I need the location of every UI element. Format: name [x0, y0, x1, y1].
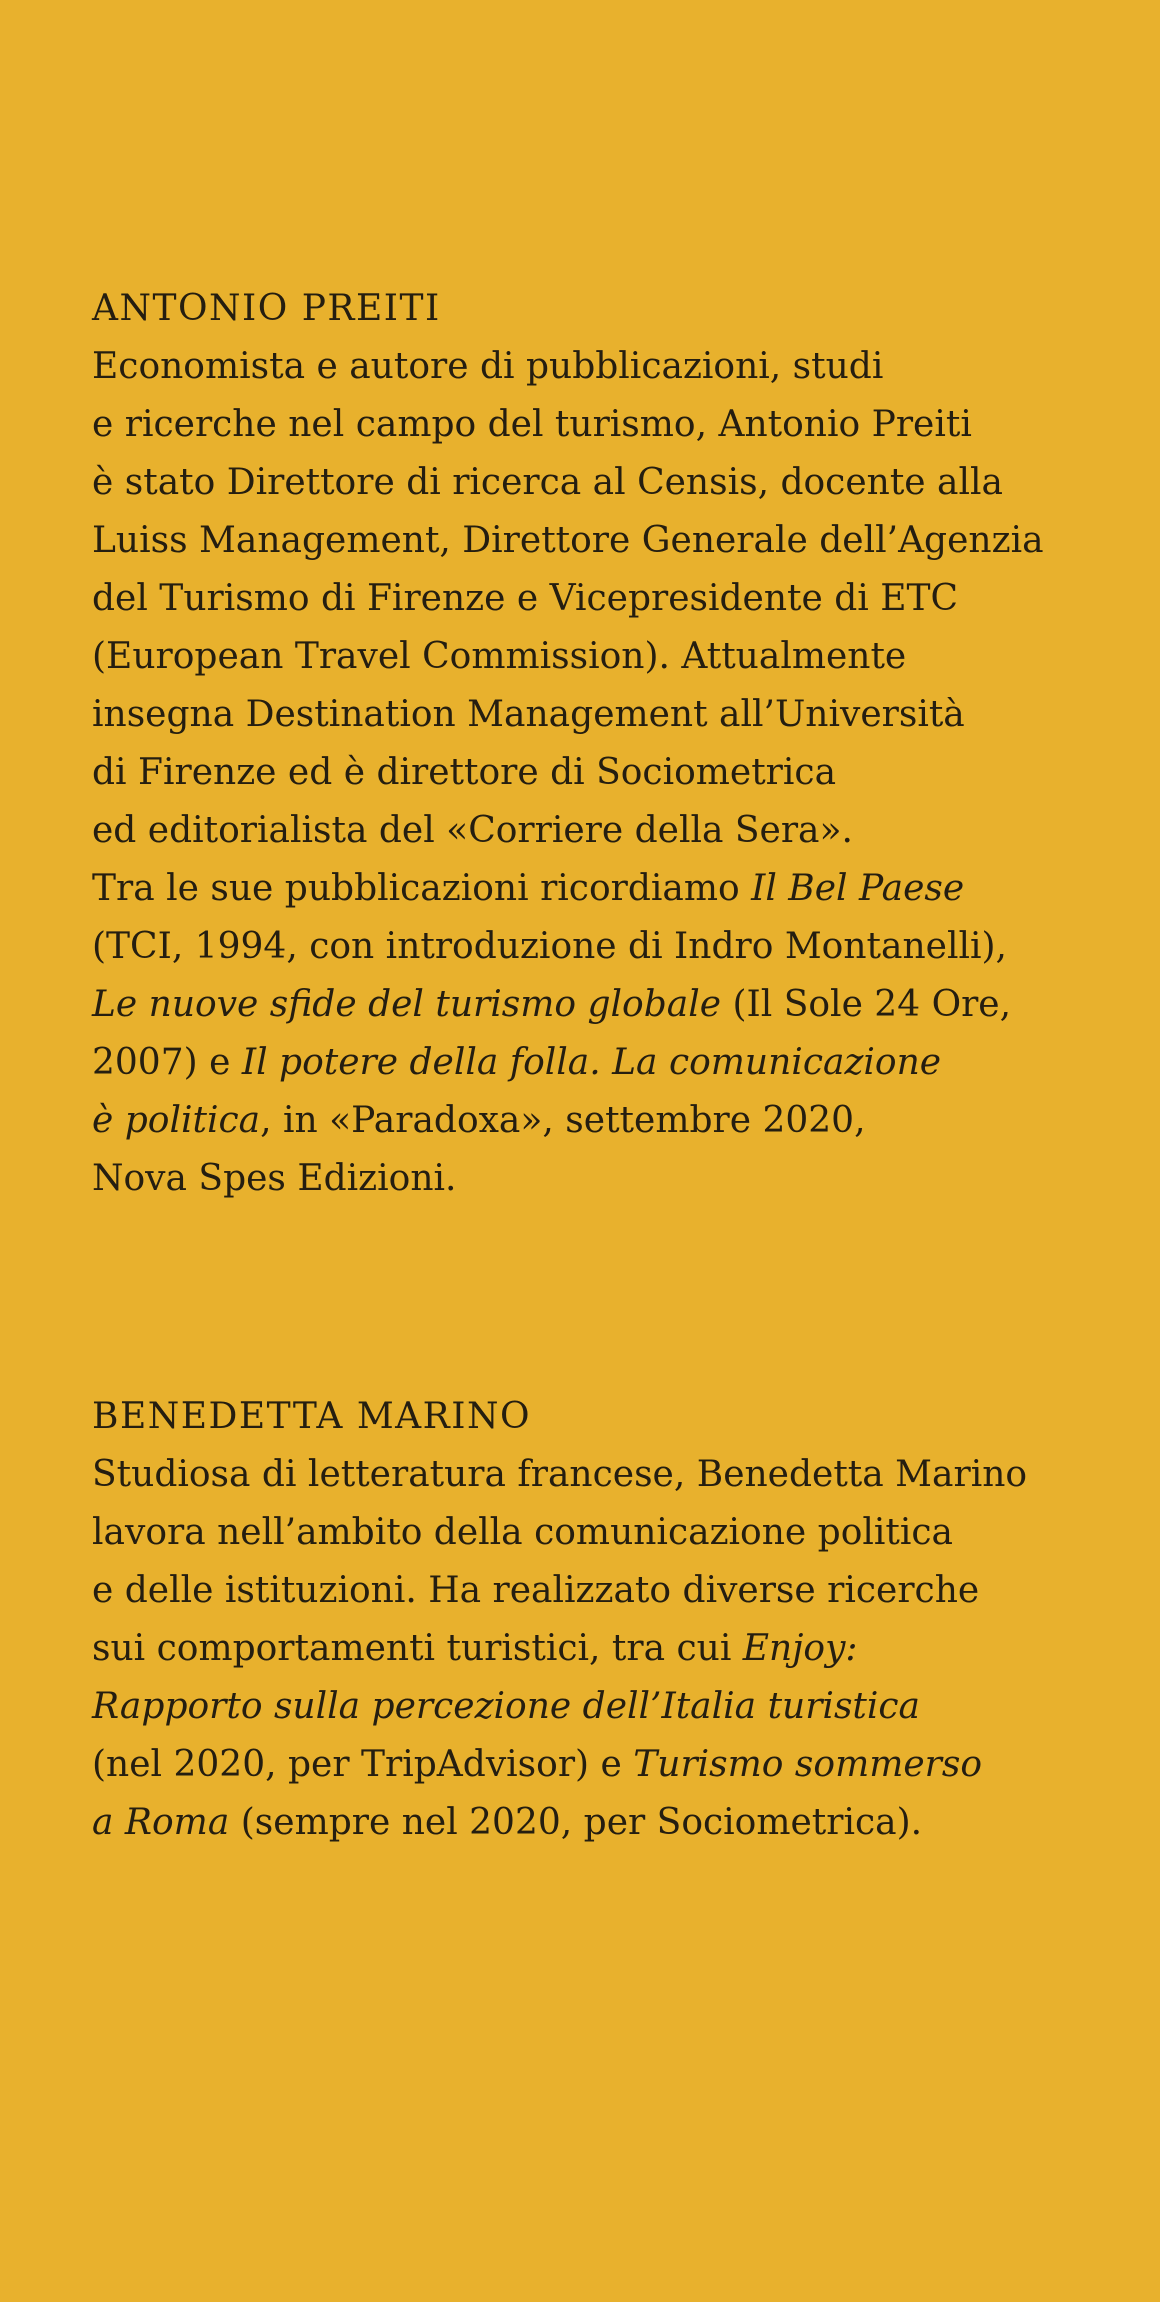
- text-line: (TCI, 1994, con introduzione di Indro Montanelli),: [92, 926, 1007, 967]
- text-line: Tra le sue pubblicazioni ricordiamo Il Bel Paese: [92, 868, 965, 909]
- text-line: e delle istituzioni. Ha realizzato diverse ricerche: [92, 1570, 980, 1611]
- text-line: insegna Destination Management all’Università: [92, 694, 965, 735]
- text-line: è politica, in «Paradoxa», settembre 2020,: [92, 1100, 866, 1141]
- text-line: 2007) e Il potere della folla. La comunicazione: [92, 1042, 942, 1083]
- text-line: ed editorialista del «Corriere della Sera».: [92, 810, 853, 851]
- bio-text-benedetta-marino: [92, 1446, 1090, 1852]
- bio-section-antonio-preiti: [92, 280, 1090, 1208]
- text-line: Nova Spes Edizioni.: [92, 1158, 457, 1199]
- author-heading-antonio-preiti: ANTONIO PREITI: [92, 288, 441, 329]
- text-line: del Turismo di Firenze e Vicepresidente di ETC: [92, 578, 959, 619]
- text-line: è stato Direttore di ricerca al Censis, docente alla: [92, 462, 1004, 503]
- text-line: sui comportamenti turistici, tra cui Enjoy:: [92, 1628, 858, 1669]
- text-line: Le nuove sfide del turismo globale (Il Sole 24 Ore,: [92, 984, 1012, 1025]
- text-line: Luiss Management, Direttore Generale dell’Agenzia: [92, 520, 1044, 561]
- text-line: a Roma (sempre nel 2020, per Sociometrica).: [92, 1802, 923, 1843]
- bio-text-antonio-preiti: [92, 338, 1090, 1208]
- text-line: Economista e autore di pubblicazioni, studi: [92, 346, 884, 387]
- text-line: (European Travel Commission). Attualmente: [92, 636, 907, 677]
- bio-section-benedetta-marino: [92, 1388, 1090, 1852]
- text-line: Studiosa di letteratura francese, Benedetta Marino: [92, 1454, 1028, 1495]
- author-heading-benedetta-marino: BENEDETTA MARINO: [92, 1396, 532, 1437]
- text-line: e ricerche nel campo del turismo, Antonio Preiti: [92, 404, 972, 445]
- text-line: lavora nell’ambito della comunicazione politica: [92, 1512, 954, 1553]
- text-line: Rapporto sulla percezione dell’Italia turistica: [92, 1686, 921, 1727]
- text-line: (nel 2020, per TripAdvisor) e Turismo sommerso: [92, 1744, 982, 1785]
- text-line: di Firenze ed è direttore di Sociometrica: [92, 752, 837, 793]
